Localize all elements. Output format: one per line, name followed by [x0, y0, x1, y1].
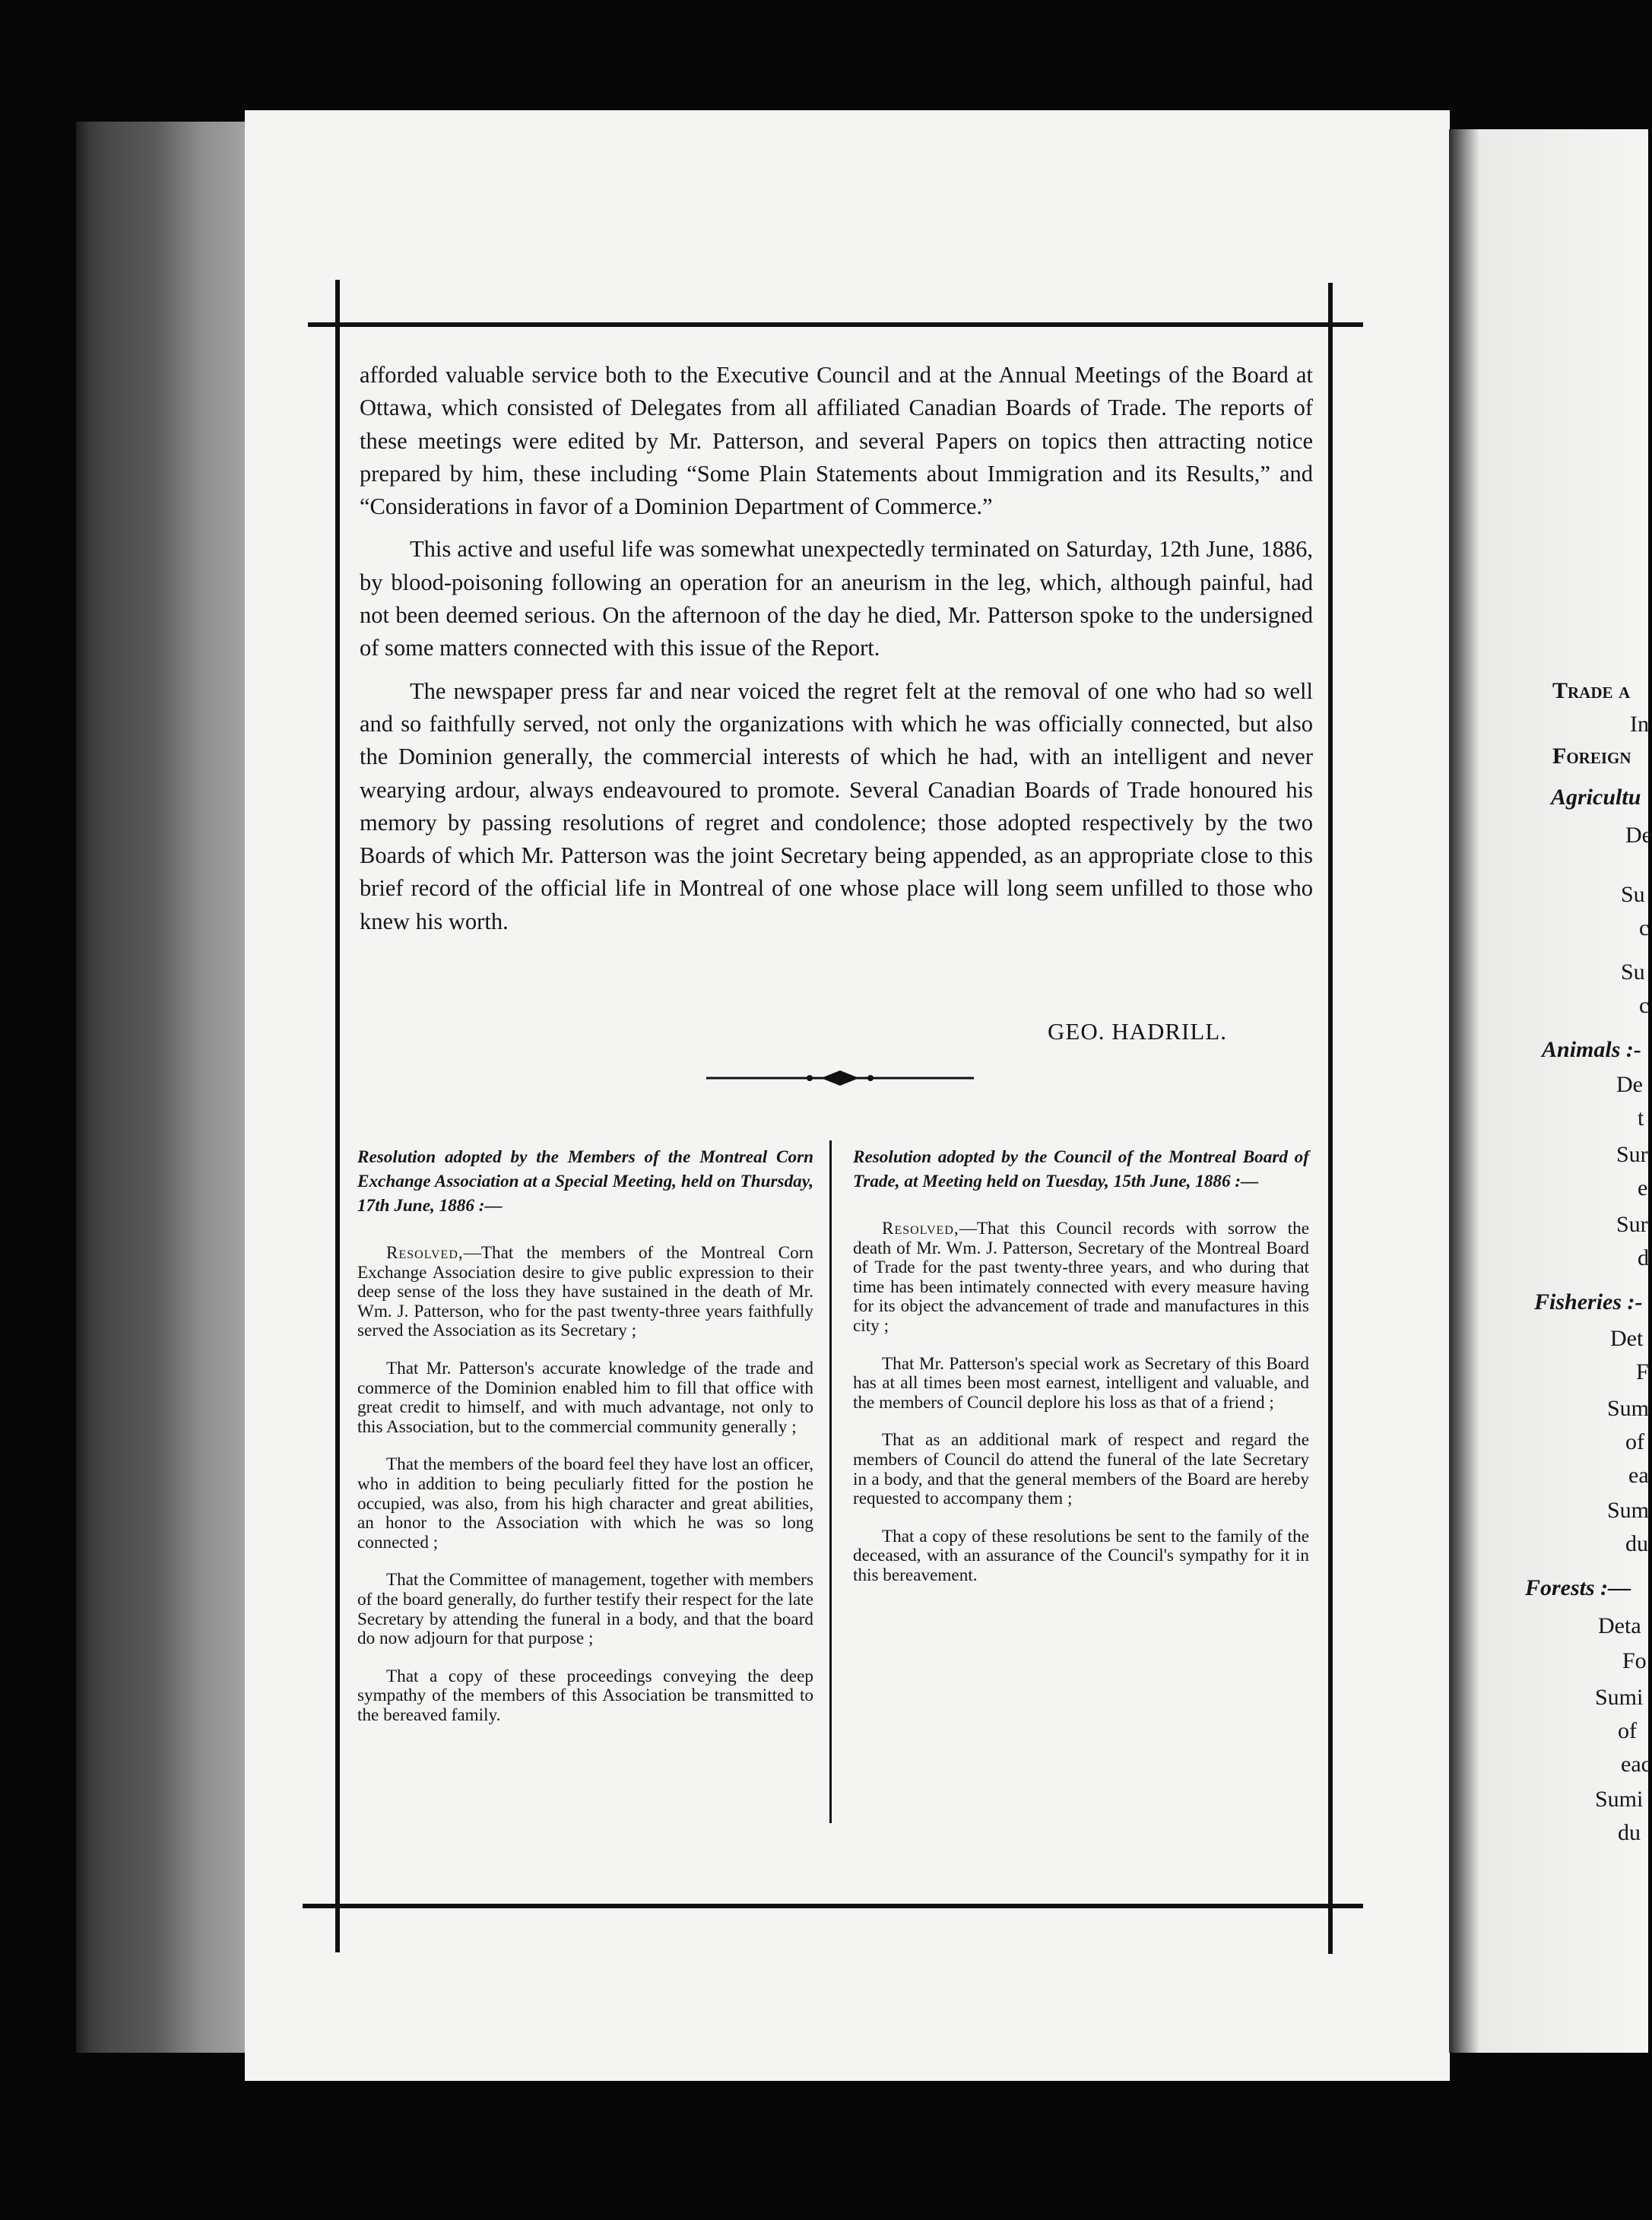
facing-page-fragment: of: [1625, 1429, 1644, 1454]
facing-page-fragment: Det: [1610, 1326, 1644, 1351]
facing-page-fragment: of: [1618, 1718, 1637, 1743]
facing-page-fragment: Su: [1621, 882, 1645, 907]
facing-page-fragment: Su: [1621, 959, 1645, 985]
facing-page: [1449, 129, 1652, 2053]
facing-page-fragment: Fo: [1622, 1648, 1647, 1673]
resolution-paragraph: That a copy of these resolutions be sent to the family of the deceased, with an assurance of the Council's sympathy for it in this bereavement.: [853, 1526, 1309, 1585]
board-of-trade-resolution: [853, 1145, 1309, 1604]
facing-page-fragment: ea: [1628, 1463, 1649, 1488]
facing-page-fragment: Agricultu: [1551, 785, 1641, 810]
resolution-paragraph: That the members of the board feel they have lost an officer, who in addition to being peculiarly fitted for the postion he occupied, was also, from his high character and great abilities, an honor to the Association with which he was so long connected ;: [357, 1454, 813, 1552]
facing-page-fragment: Sumi: [1595, 1787, 1644, 1812]
facing-page-fragment: t: [1638, 1105, 1644, 1131]
frame-left-rule: [335, 280, 340, 1952]
frame-top-rule: [308, 322, 1363, 327]
facing-page-fragment: Deta: [1598, 1613, 1641, 1638]
facing-page-fragment: Trade a: [1552, 678, 1631, 703]
resolution-paragraph: That as an additional mark of respect and regard the members of Council do attend the funeral of the late Secretary in a body, and that the general members of the Board are hereby requested to accompany them ;: [853, 1430, 1309, 1509]
resolution-paragraph: That Mr. Patterson's accurate knowledge of the trade and commerce of the Dominion enabled him to fill that office with great credit to himself, and with much advantage, not only to this Association, but to the commercial community generally ;: [357, 1358, 813, 1437]
facing-page-fragment: Foreign: [1552, 744, 1631, 769]
facing-page-fragment: e: [1638, 1175, 1648, 1200]
ornament-divider: [703, 1068, 977, 1088]
facing-page-fragment: De: [1616, 1072, 1643, 1097]
paragraph: This active and useful life was somewhat unexpectedly terminated on Saturday, 12th June, 1886, by blood-poisoning following an operation for an aneurism in the leg, which, although painful, had not been deemed serious. On the afternoon of the day he died, Mr. Patterson spoke to the undersigned of some matters connected with this issue of the Report.: [360, 536, 1313, 661]
facing-page-fragment: Forests :—: [1525, 1575, 1631, 1600]
resolution-text: —That the members of the Montreal Corn Exchange Association desire to give public expression to their deep sense of the loss they have sustained in the death of Mr. Wm. J. Patterson, who for the past twenty-three years faithfully served the Association as its Secretary ;: [357, 1243, 813, 1341]
facing-page-fragment: De: [1625, 823, 1652, 848]
stacked-page-edges: [76, 122, 251, 2053]
memoir-text: [360, 359, 1313, 948]
resolved-word: Resolved,: [386, 1243, 464, 1263]
resolution-text: —That this Council records with sorrow the death of Mr. Wm. J. Patterson, Secretary of the Montreal Board of Trade for the past twenty-three years, and who during that time has been intimately connected with every measure having for its object the advancement of trade and manufactures in this city ;: [853, 1219, 1309, 1336]
facing-page-fragment: Animals :-: [1542, 1037, 1641, 1062]
facing-page-fragment: Sur: [1616, 1212, 1648, 1237]
facing-page-fragment: Fisheries :-: [1534, 1289, 1643, 1315]
resolution-paragraph: That Mr. Patterson's special work as Secretary of this Board has at all times been most earnest, intelligent and valuable, and the members of Council deplore his loss as that of a friend ;: [853, 1353, 1309, 1413]
facing-page-fragment: du: [1618, 1820, 1641, 1845]
signature: GEO. HADRILL.: [1048, 1018, 1227, 1045]
facing-page-fragment: Sum: [1607, 1498, 1650, 1523]
corn-exchange-resolution: [357, 1145, 813, 1743]
resolution-paragraph: [357, 1244, 813, 1341]
paragraph: The newspaper press far and near voiced the regret felt at the removal of one who had so well and so faithfully served, not only the organizations with which he was officially connected, but also the Dominion generally, the commercial interests of which he had, with an intelligent and never wearying ardour, always endeavoured to promote. Several Canadian Boards of Trade honoured his memory by passing resolutions of regret and condolence; those adopted respectively by the two Boards of which Mr. Patterson was the joint Secretary being appended, as an appropriate close to this brief record of the official life in Montreal of one whose place will long seem unfilled to those who knew his worth.: [360, 677, 1313, 934]
facing-page-fragment: Sum: [1607, 1396, 1650, 1421]
resolution-paragraph: That the Committee of management, together with members of the board generally, do further testify their respect for the late Secretary by attending the funeral in a body, and that the board do now adjourn for that purpose ;: [357, 1570, 813, 1649]
facing-page-fragment: d: [1638, 1245, 1649, 1270]
resolution-heading: Resolution adopted by the Members of the Montreal Corn Exchange Association at a Special Meeting, held on Thursday, 17th June, 1886 :—: [357, 1147, 813, 1216]
facing-page-fragment: Sur: [1616, 1142, 1648, 1167]
frame-bottom-rule: [303, 1904, 1363, 1908]
facing-page-fragment: In: [1630, 712, 1649, 737]
facing-page-fragment: F: [1636, 1359, 1649, 1384]
facing-page-fragment: eac: [1621, 1752, 1651, 1777]
column-divider: [829, 1140, 832, 1823]
resolution-paragraph: [853, 1219, 1309, 1337]
facing-page-fragment: du: [1625, 1531, 1648, 1556]
paragraph: afforded valuable service both to the Executive Council and at the Annual Meetings of the Board at Ottawa, which consisted of Delegates from all affiliated Canadian Boards of Trade. The reports of these meetings were edited by Mr. Patterson, and several Papers on topics then attracting notice prepared by him, these including “Some Plain Statements about Immigration and its Results,” and “Considerations in favor of a Dominion Department of Commerce.”: [360, 362, 1313, 520]
resolution-heading: Resolution adopted by the Council of the Montreal Board of Trade, at Meeting held on Tuesday, 15th June, 1886 :—: [853, 1147, 1309, 1191]
facing-page-fragment: Sumi: [1595, 1685, 1644, 1710]
facing-page-fragment: c: [1639, 993, 1650, 1018]
resolved-word: Resolved,: [882, 1219, 959, 1238]
facing-page-fragment: c: [1639, 915, 1650, 940]
resolution-paragraph: That a copy of these proceedings conveying the deep sympathy of the members of this Association be transmitted to the bereaved family.: [357, 1666, 813, 1725]
frame-right-rule: [1328, 283, 1333, 1954]
